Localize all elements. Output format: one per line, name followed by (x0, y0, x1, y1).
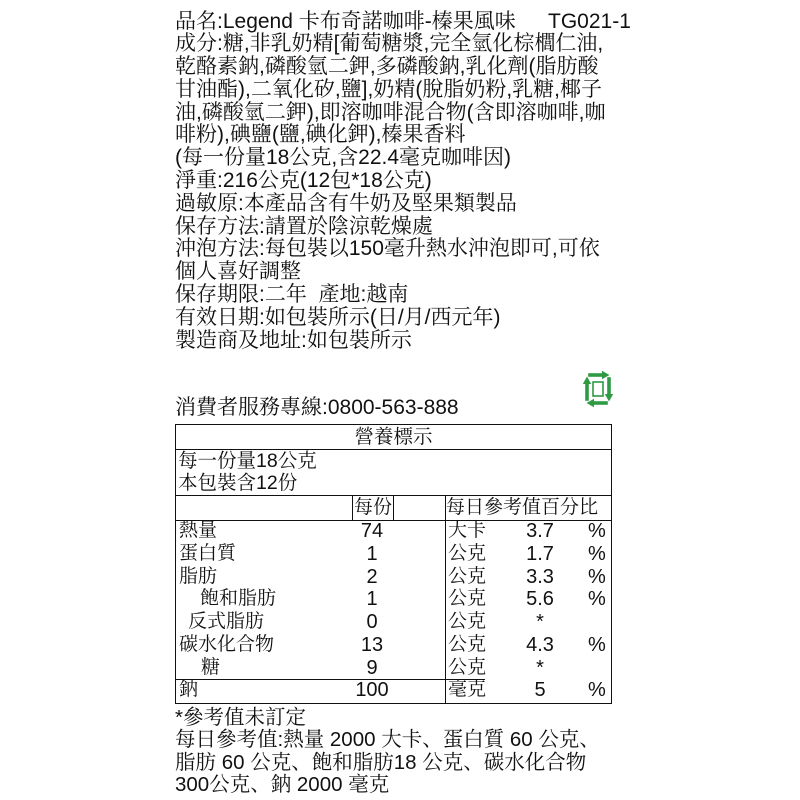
nutrient-daily-value: 3.3 (526, 565, 554, 588)
nutrient-name: 熱量 (179, 520, 218, 541)
nutrient-amount: 74 (360, 520, 384, 542)
nutrient-row-sodium (176, 679, 611, 702)
daily-reference-line: 300公克、鈉 2000 毫克 (175, 773, 390, 797)
nutrient-row-calories (176, 520, 611, 543)
reference-undefined-note: *參考值未訂定 (175, 705, 306, 729)
nutrient-daily-value: * (536, 656, 544, 679)
ingredients-line: 乾酪素鈉,磷酸氫二鉀,多磷酸鈉,乳化劑(脂肪酸 (175, 55, 599, 79)
nutrient-unit: 公克 (448, 656, 487, 678)
nutrient-amount: 9 (366, 656, 378, 679)
nutrient-name: 碳水化合物 (179, 633, 275, 655)
per-serving-header: 每份 (353, 497, 392, 518)
servings-per-package: 本包裝含12份 (178, 472, 298, 494)
nutrient-row-sugar (176, 657, 611, 680)
nutrient-name: 脂肪 (179, 565, 218, 587)
nutrient-row-fat (176, 566, 611, 589)
consumer-hotline: 消費者服務專線:0800-563-888 (175, 396, 459, 419)
nutrient-amount: 100 (355, 679, 389, 702)
nutrient-row-protein (176, 543, 611, 566)
nutrient-unit: 公克 (448, 588, 487, 610)
nutrient-name: 飽和脂肪 (200, 588, 277, 610)
recycling-mark-icon (582, 370, 614, 408)
nutrient-unit: 毫克 (448, 679, 487, 701)
daily-reference-line: 每日參考值:熱量 2000 大卡、蛋白質 60 公克、 (175, 728, 600, 752)
nutrition-facts-table (175, 424, 612, 704)
nutrient-row-carbohydrate (176, 634, 611, 657)
ingredients-line: 甘油酯),二氧化矽,鹽],奶精(脫脂奶粉,乳糖,椰子 (175, 77, 602, 101)
shelf-life-origin: 保存期限:二年 產地:越南 (175, 283, 409, 307)
preparation-line: 個人喜好調整 (175, 260, 301, 284)
nutrient-row-trans-fat (176, 611, 611, 634)
nutrient-amount: 1 (366, 588, 378, 611)
nutrient-amount: 13 (360, 633, 384, 656)
nutrient-daily-value: 5 (534, 679, 546, 702)
daily-reference-line: 脂肪 60 公克、飽和脂肪18 公克、碳水化合物 (175, 750, 587, 774)
percent-sign: % (588, 679, 606, 702)
manufacturer-info: 製造商及地址:如包裝所示 (175, 328, 412, 352)
serving-info (176, 449, 611, 496)
label-text-block (175, 11, 606, 353)
nutrient-amount: 2 (366, 565, 378, 588)
ingredients-line: (每一份量18公克,含22.4毫克咖啡因) (175, 146, 512, 170)
nutrient-name: 蛋白質 (179, 542, 237, 564)
expiry-date: 有效日期:如包裝所示(日/月/西元年) (175, 305, 501, 329)
ingredients-line: 油,磷酸氫二鉀),即溶咖啡混合物(含即溶咖啡,咖 (175, 100, 606, 124)
product-name: 品名:Legend 卡布奇諾咖啡-榛果風味 (175, 9, 516, 33)
column-header-row (176, 496, 611, 521)
nutrient-amount: 1 (366, 542, 378, 565)
percent-sign: % (588, 565, 606, 588)
nutrient-unit: 大卡 (448, 520, 487, 541)
nutrient-rows (176, 520, 611, 702)
allergen-info: 過敏原:本產品含有牛奶及堅果類製品 (175, 191, 517, 215)
serving-size: 每一份量18公克 (178, 450, 317, 472)
product-code: TG021-1 (548, 9, 631, 33)
nutrient-unit: 公克 (448, 565, 487, 587)
nutrition-title: 營養標示 (176, 425, 611, 450)
nutrient-daily-value: * (536, 611, 544, 633)
nutrient-daily-value: 5.6 (526, 588, 554, 611)
percent-sign: % (588, 542, 606, 565)
nutrient-row-saturated-fat (176, 588, 611, 611)
nutrition-footnotes (175, 707, 600, 797)
percent-sign: % (588, 588, 606, 611)
nutrient-unit: 公克 (448, 633, 487, 655)
nutrient-name: 鈉 (179, 679, 199, 701)
nutrient-daily-value: 1.7 (526, 542, 554, 565)
percent-sign: % (588, 633, 606, 656)
nutrient-unit: 公克 (448, 542, 487, 564)
percent-sign: % (588, 520, 606, 542)
net-weight: 淨重:216公克(12包*18公克) (175, 169, 432, 193)
preparation-line: 沖泡方法:每包裝以150毫升熱水沖泡即可,可依 (175, 237, 600, 261)
ingredients-line: 成分:糖,非乳奶精[葡萄糖漿,完全氫化棕櫚仁油, (175, 32, 604, 56)
nutrient-name: 糖 (201, 656, 221, 678)
daily-value-header: 每日參考值百分比 (445, 497, 598, 518)
nutrient-daily-value: 4.3 (526, 633, 554, 656)
nutrient-name: 反式脂肪 (188, 611, 265, 632)
nutrient-daily-value: 3.7 (526, 520, 554, 542)
nutrient-unit: 公克 (448, 611, 487, 632)
nutrient-amount: 0 (366, 611, 378, 633)
storage-method: 保存方法:請置於陰涼乾燥處 (175, 214, 433, 238)
ingredients-line: 啡粉),碘鹽(鹽,碘化鉀),榛果香料 (175, 123, 466, 147)
